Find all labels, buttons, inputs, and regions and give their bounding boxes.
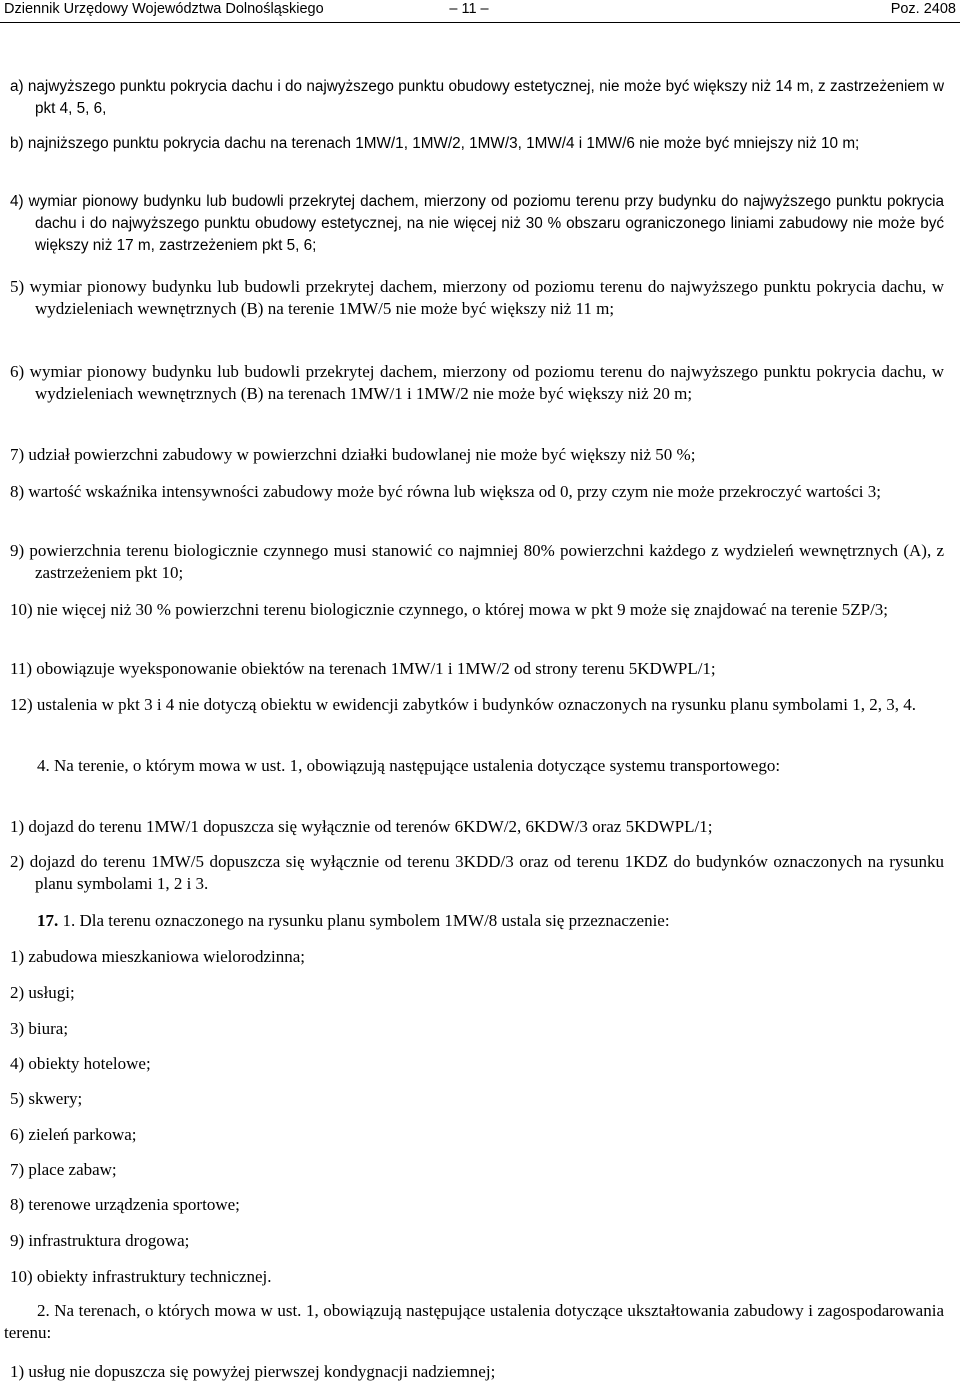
- section17-item-4: 4) obiekty hotelowe;: [10, 1054, 151, 1073]
- list-item-6: 6) wymiar pionowy budynku lub budowli przekrytej dachem, mierzony od poziomu terenu do najwyższego punktu pokrycia dachu, w wydzieleniach wewnętrznych (B) na terenach 1MW/1 i 1MW/2 nie może być większy niż 20 m;: [10, 362, 944, 403]
- list-item-12: 12) ustalenia w pkt 3 i 4 nie dotyczą obiektu w ewidencji zabytków i budynków oznaczonych na rysunku planu symbolami 1, 2, 3, 4.: [10, 695, 916, 714]
- section17-item-3: 3) biura;: [10, 1019, 69, 1038]
- section4-item-1: 1) dojazd do terenu 1MW/1 dopuszcza się wyłącznie od terenów 6KDW/2, 6KDW/3 oraz 5KDWPL/1;: [10, 817, 713, 836]
- section17-para2: 2. Na terenach, o których mowa w ust. 1, obowiązują następujące ustalenia dotyczące ukształtowania zabudowy i zagospodarowania terenu:: [4, 1301, 944, 1342]
- section17-item-10: 10) obiekty infrastruktury technicznej.: [10, 1267, 272, 1286]
- list-item-a: a) najwyższego punktu pokrycia dachu i do najwyższego punktu obudowy estetycznej, nie może być większy niż 14 m, z zastrzeżeniem w pkt 4, 5, 6,: [10, 78, 944, 117]
- section4-item-2: 2) dojazd do terenu 1MW/5 dopuszcza się wyłącznie od terenu 3KDD/3 oraz od terenu 1KDZ do budynków oznaczonych na rysunku planu symbolami 1, 2 i 3.: [10, 852, 944, 893]
- section17-number: 17.: [37, 911, 59, 930]
- section17-item-1: 1) zabudowa mieszkaniowa wielorodzinna;: [10, 947, 306, 966]
- section17-item-8: 8) terenowe urządzenia sportowe;: [10, 1195, 240, 1214]
- position-number: Poz. 2408: [890, 1, 956, 17]
- list-item-11: 11) obowiązuje wyeksponowanie obiektów na terenach 1MW/1 i 1MW/2 od strony terenu 5KDWPL/1;: [10, 659, 716, 678]
- list-item-b: b) najniższego punktu pokrycia dachu na terenach 1MW/1, 1MW/2, 1MW/3, 1MW/4 i 1MW/6 nie może być mniejszy niż 10 m;: [10, 135, 860, 152]
- list-item-10: 10) nie więcej niż 30 % powierzchni terenu biologicznie czynnego, o której mowa w pkt 9 może się znajdować na terenie 5ZP/3;: [10, 600, 889, 619]
- list-item-4: 4) wymiar pionowy budynku lub budowli przekrytej dachem, mierzony od poziomu terenu przy budynku do najwyższego punktu pokrycia dachu i do najwyższego punktu obudowy estetycznej, na nie więcej niż 30 % obszaru ograniczonego liniami zabudowy nie może być większy niż 17 m, zastrzeżeniem pkt 5, 6;: [10, 193, 944, 254]
- section17-para2-item-1: 1) usług nie dopuszcza się powyżej pierwszej kondygnacji nadziemnej;: [10, 1362, 496, 1381]
- section17-item-2: 2) usługi;: [10, 983, 75, 1002]
- section17-item-9: 9) infrastruktura drogowa;: [10, 1231, 190, 1250]
- section17-intro-text: 1. Dla terenu oznaczonego na rysunku planu symbolem 1MW/8 ustala się przeznaczenie:: [62, 911, 670, 930]
- page-number: – 11 –: [449, 1, 489, 17]
- list-item-7: 7) udział powierzchni zabudowy w powierzchni działki budowlanej nie może być większy niż 50 %;: [10, 445, 696, 464]
- header-rule: [0, 22, 960, 23]
- list-item-8: 8) wartość wskaźnika intensywności zabudowy może być równa lub większa od 0, przy czym nie może przekroczyć wartości 3;: [10, 482, 881, 501]
- page-header: [0, 0, 960, 22]
- section17-item-5: 5) skwery;: [10, 1089, 83, 1108]
- list-item-5: 5) wymiar pionowy budynku lub budowli przekrytej dachem, mierzony od poziomu terenu do najwyższego punktu pokrycia dachu, w wydzieleniach wewnętrznych (B) na terenie 1MW/5 nie może być większy niż 11 m;: [10, 277, 944, 318]
- section17-item-6: 6) zieleń parkowa;: [10, 1125, 137, 1144]
- list-item-9: 9) powierzchnia terenu biologicznie czynnego musi stanowić co najmniej 80% powierzchni każdego z wydzieleń wewnętrznych (A), z zastrzeżeniem pkt 10;: [10, 541, 944, 582]
- section17-intro: [4, 910, 944, 932]
- section4-intro: 4. Na terenie, o którym mowa w ust. 1, obowiązują następujące ustalenia dotyczące systemu transportowego:: [37, 756, 781, 775]
- section17-item-7: 7) place zabaw;: [10, 1160, 117, 1179]
- journal-title: Dziennik Urzędowy Województwa Dolnośląskiego: [4, 1, 324, 17]
